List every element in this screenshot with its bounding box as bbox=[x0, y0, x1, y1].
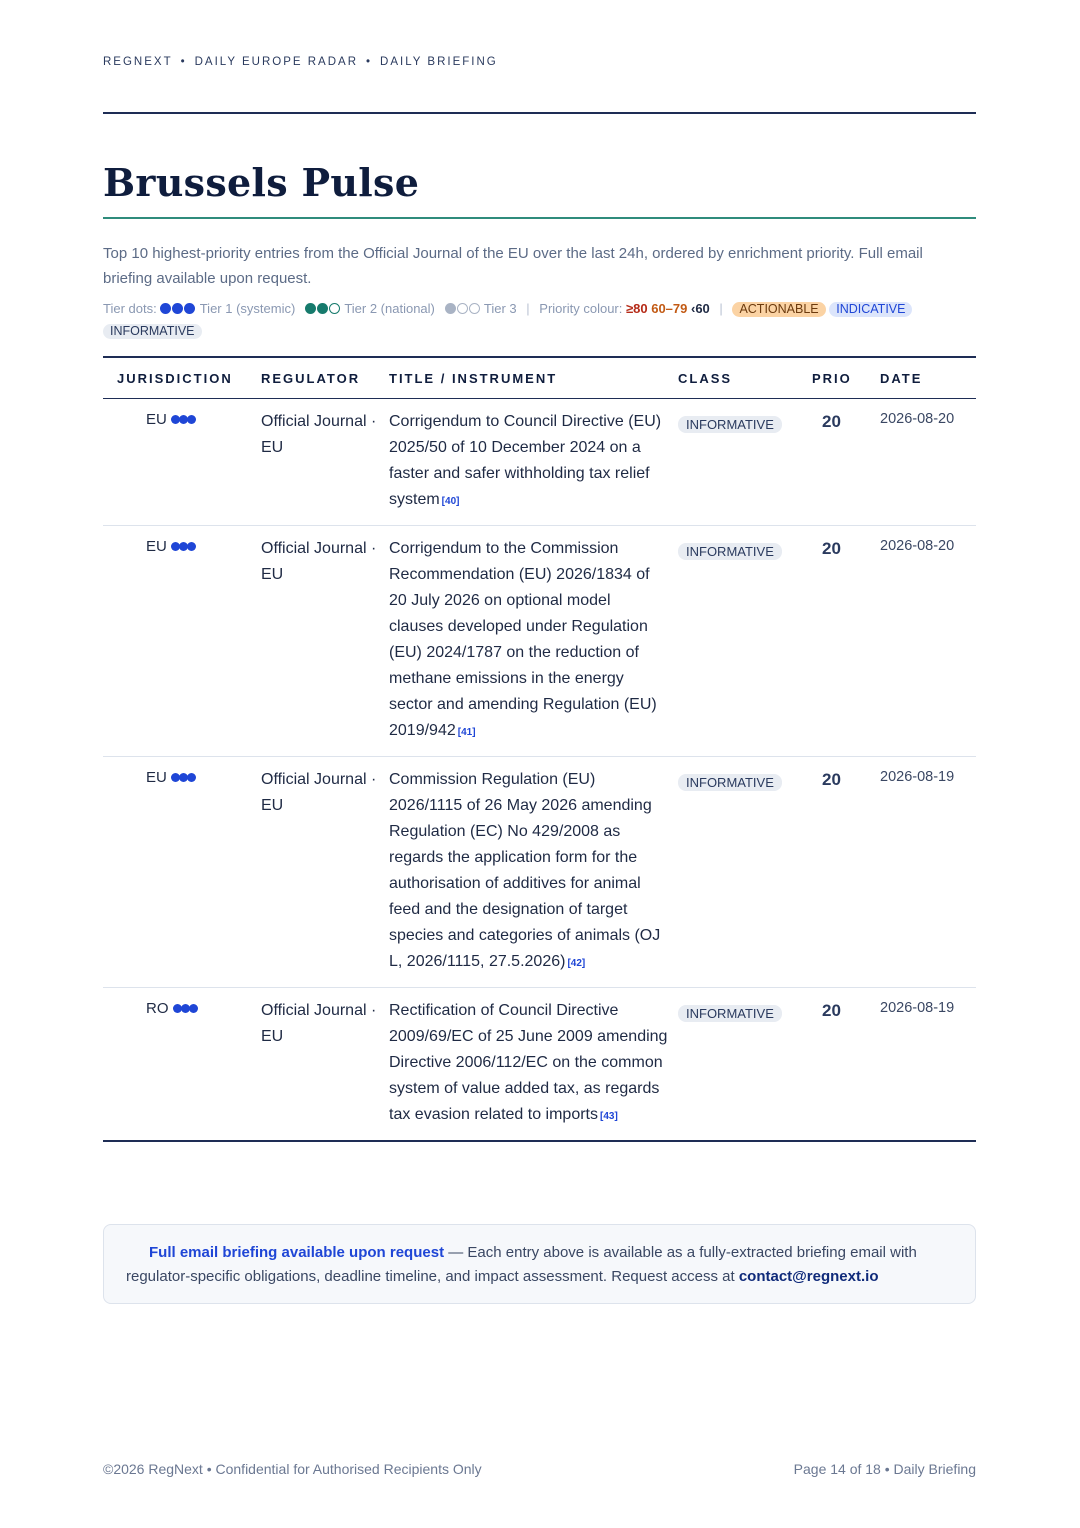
legend-priority-label: Priority colour: bbox=[539, 301, 623, 316]
class-badge-actionable: ACTIONABLE bbox=[732, 302, 825, 317]
priority-score: 20 bbox=[812, 757, 880, 988]
reference-link[interactable]: [40] bbox=[441, 496, 460, 507]
entry-date: 2026-08-20 bbox=[880, 399, 976, 526]
priority-score: 20 bbox=[812, 526, 880, 757]
entry-date: 2026-08-19 bbox=[880, 1000, 955, 1016]
callout-lead: Full email briefing available upon request bbox=[149, 1244, 445, 1261]
legend bbox=[103, 298, 976, 342]
tier-dots-icon bbox=[173, 998, 197, 1020]
class-badge: INFORMATIVE bbox=[678, 543, 782, 560]
column-header-jurisdiction: JURISDICTION bbox=[103, 357, 261, 399]
table-row bbox=[103, 757, 976, 988]
header-breadcrumb bbox=[103, 56, 498, 68]
legend-label: Tier dots: bbox=[103, 301, 157, 316]
priority-high: ≥80 bbox=[625, 301, 648, 316]
table-row bbox=[103, 399, 976, 526]
legend-tier3: Tier 3 bbox=[483, 301, 517, 316]
footer-page-info: Page 14 of 18 • Daily Briefing bbox=[793, 1461, 976, 1477]
priority-mid: 60–79 bbox=[651, 301, 688, 316]
page-title: Brussels Pulse bbox=[103, 160, 420, 205]
request-briefing-callout bbox=[103, 1224, 976, 1304]
breadcrumb-separator: • bbox=[180, 56, 187, 68]
table-header-row bbox=[103, 357, 976, 399]
table-row bbox=[103, 526, 976, 757]
regulator-name: Official Journal · EU bbox=[261, 526, 389, 757]
legend-tier1: Tier 1 (systemic) bbox=[199, 301, 296, 316]
tier-dots-icon bbox=[171, 409, 195, 431]
jurisdiction-code: EU bbox=[146, 769, 167, 786]
column-header-title: TITLE / INSTRUMENT bbox=[389, 357, 678, 399]
callout-body: — Each entry above is available as a fully-extracted briefing email with regulator-specific obligations, deadline timeline, and impact assessment. Request access at bbox=[126, 1244, 917, 1285]
tier1-dots-icon bbox=[160, 301, 196, 316]
footer-copyright: ©2026 RegNext • Confidential for Authorised Recipients Only bbox=[103, 1461, 482, 1477]
intro-text: Top 10 highest-priority entries from the Official Journal of the EU over the last 24h, ordered by enrichment priority. Full email briefing available upon request. bbox=[103, 245, 923, 287]
tier-dots-icon bbox=[171, 767, 195, 789]
class-badge: INFORMATIVE bbox=[678, 1005, 782, 1022]
product-name: DAILY EUROPE RADAR bbox=[194, 56, 359, 68]
regulator-name: Official Journal · EU bbox=[261, 757, 389, 988]
priority-score: 20 bbox=[822, 1001, 841, 1020]
legend-divider: | bbox=[719, 301, 723, 316]
legend-divider: | bbox=[526, 301, 530, 316]
entry-title: Rectification of Council Directive 2009/69/EC of 25 June 2009 amending Directive 2006/112/EC on the common system of value added tax, as regards tax evasion related to imports bbox=[389, 1002, 668, 1123]
legend-tier2: Tier 2 (national) bbox=[344, 301, 435, 316]
class-badge-informative: INFORMATIVE bbox=[103, 324, 202, 339]
class-badge: INFORMATIVE bbox=[678, 774, 782, 791]
class-badge: INFORMATIVE bbox=[678, 416, 782, 433]
column-header-date: DATE bbox=[880, 357, 976, 399]
column-header-regulator: REGULATOR bbox=[261, 357, 389, 399]
tier-dots-icon bbox=[171, 536, 195, 558]
table-row bbox=[103, 988, 976, 1142]
entry-date: 2026-08-19 bbox=[880, 757, 976, 988]
document-type: DAILY BRIEFING bbox=[380, 56, 498, 68]
contact-email-link[interactable]: contact@regnext.io bbox=[738, 1268, 879, 1285]
regulator-name: Official Journal · EU bbox=[261, 399, 389, 526]
column-header-class: CLASS bbox=[678, 357, 812, 399]
jurisdiction-code: EU bbox=[146, 411, 167, 428]
jurisdiction-code: EU bbox=[146, 538, 167, 555]
reference-link[interactable]: [42] bbox=[567, 958, 586, 969]
column-header-prio: PRIO bbox=[812, 357, 880, 399]
priority-low: ‹60 bbox=[691, 301, 710, 316]
class-badge-indicative: INDICATIVE bbox=[829, 302, 912, 317]
entries-table bbox=[103, 356, 976, 1142]
entry-title: Corrigendum to Council Directive (EU) 2025/50 of 10 December 2024 on a faster and safer withholding tax relief system bbox=[389, 413, 662, 508]
entry-title: Commission Regulation (EU) 2026/1115 of 26 May 2026 amending Regulation (EC) No 429/2008 as regards the application form for the authorisation of additives for animal feed and the designation of target species and categories of animals (OJ L, 2026/1115, 27.5.2026) bbox=[389, 771, 661, 970]
regulator-name: Official Journal · EU bbox=[261, 1002, 377, 1045]
entry-title: Corrigendum to the Commission Recommendation (EU) 2026/1834 of 20 July 2026 on optional model clauses developed under Regulation (EU) 2024/1787 on the reduction of methane emissions in the energy sector and amending Regulation (EU) 2019/942 bbox=[389, 540, 657, 739]
tier3-dots-icon bbox=[445, 301, 481, 316]
reference-link[interactable]: [43] bbox=[600, 1111, 618, 1122]
brand-name: REGNEXT bbox=[103, 56, 173, 68]
entry-date: 2026-08-20 bbox=[880, 526, 976, 757]
breadcrumb-separator: • bbox=[366, 56, 373, 68]
title-divider bbox=[103, 217, 976, 219]
tier2-dots-icon bbox=[305, 301, 341, 316]
priority-score: 20 bbox=[812, 399, 880, 526]
jurisdiction-code: RO bbox=[146, 1000, 169, 1017]
header-divider bbox=[103, 112, 976, 114]
reference-link[interactable]: [41] bbox=[457, 727, 476, 738]
